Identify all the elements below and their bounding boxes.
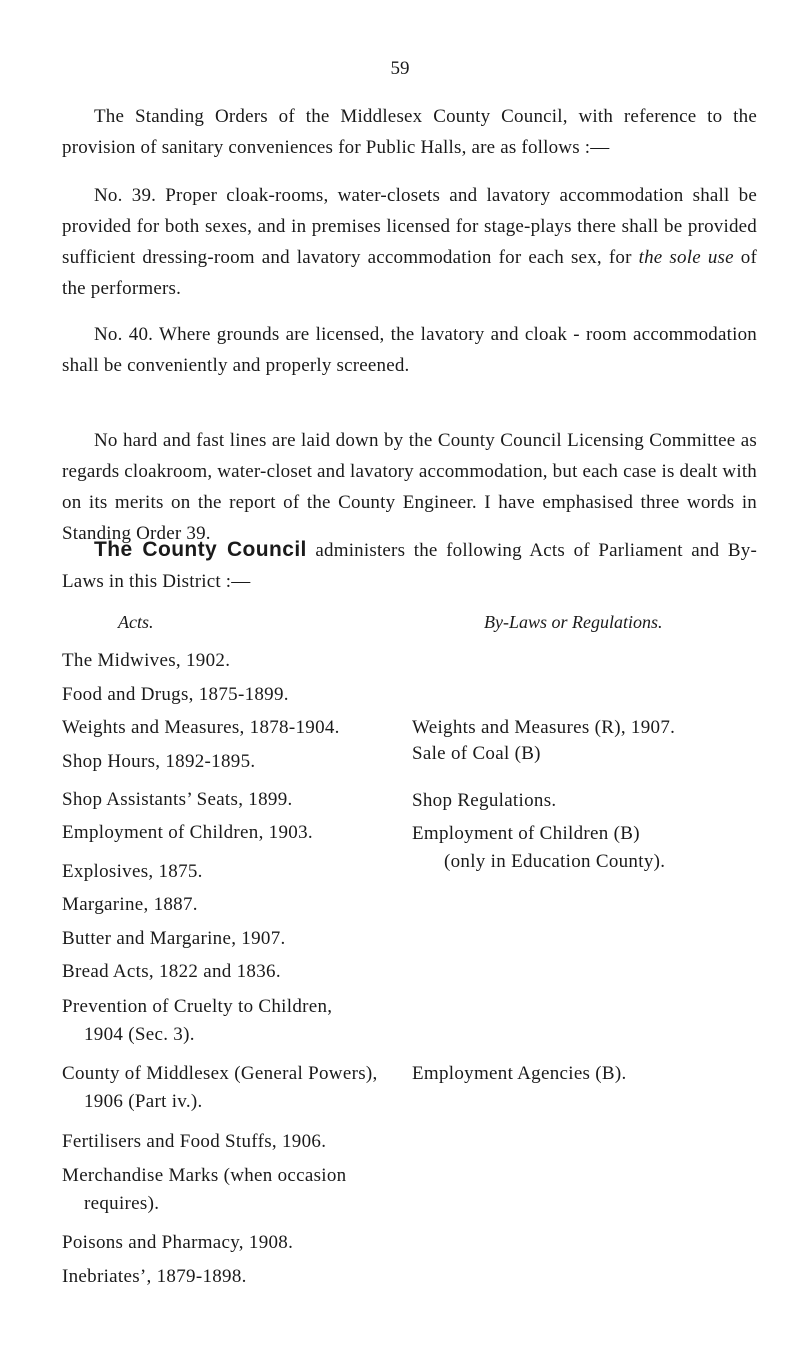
licensing-paragraph: No hard and fast lines are laid down by the County Council Licensing Committee as regards cloakroom, water-closet and lavatory accommodation, but each case is dealt with on its merits on the report of the County Engineer. I have emphasised three words in Standing Order 39. <box>62 430 757 544</box>
bylaw-item <box>412 740 772 768</box>
act-title-continued: requires). <box>84 1193 160 1214</box>
act-item <box>62 1229 392 1257</box>
bylaw-title: Sale of Coal (B) <box>412 743 541 764</box>
order-39-text: No. 39. Proper cloak-rooms, water-closets and lavatory accommodation shall be provided for both sexes, and in premises licensed for stage-plays there shall be provided sufficient dressing-room and lavatory accommodation for each sex, for <box>62 185 757 268</box>
act-title: Merchandise Marks (when occasion <box>62 1165 347 1186</box>
act-item <box>62 681 392 709</box>
act-title: Employment of Children, 1903. <box>62 822 313 843</box>
act-item <box>62 786 392 814</box>
bylaw-item <box>412 714 772 742</box>
act-title: Margarine, 1887. <box>62 894 198 915</box>
bylaw-title: Employment Agencies (B). <box>412 1063 627 1084</box>
act-item <box>62 1060 392 1116</box>
emphasised-words: the sole use <box>638 247 734 268</box>
act-title: Bread Acts, 1822 and 1836. <box>62 961 281 982</box>
bylaws-column-heading: By-Laws or Regulations. <box>484 612 663 632</box>
bylaw-item <box>412 787 772 815</box>
act-item <box>62 819 392 847</box>
act-item <box>62 925 392 953</box>
standing-order-39 <box>62 180 757 304</box>
act-title: Prevention of Cruelty to Children, <box>62 996 333 1017</box>
act-item <box>62 993 392 1049</box>
act-item <box>62 714 392 742</box>
standing-order-40: No. 40. Where grounds are licensed, the lavatory and cloak - room accommodation shall be conveniently and properly screened. <box>62 324 757 376</box>
act-title: Fertilisers and Food Stuffs, 1906. <box>62 1131 327 1152</box>
act-item <box>62 748 392 776</box>
bylaw-title-continued: (only in Education County). <box>444 851 666 872</box>
act-title: Inebriates’, 1879-1898. <box>62 1266 247 1287</box>
acts-column-heading: Acts. <box>118 612 154 632</box>
act-title: Explosives, 1875. <box>62 861 203 882</box>
act-title: County of Middlesex (General Powers), <box>62 1063 378 1084</box>
order-39-tail: of the performers. <box>62 247 757 299</box>
act-title: Shop Assistants’ Seats, 1899. <box>62 789 293 810</box>
act-item <box>62 1162 392 1218</box>
act-item <box>62 891 392 919</box>
act-title: Weights and Measures, 1878-1904. <box>62 717 340 738</box>
act-title: The Midwives, 1902. <box>62 650 231 671</box>
act-item <box>62 958 392 986</box>
act-item <box>62 1128 392 1156</box>
act-title: Butter and Margarine, 1907. <box>62 928 286 949</box>
act-title-continued: 1904 (Sec. 3). <box>84 1024 195 1045</box>
intro-paragraph: The Standing Orders of the Middlesex County Council, with reference to the provision of sanitary conveniences for Public Halls, are as follows :— <box>62 106 757 158</box>
acts-intro-text: administers the following Acts of Parliament and By-Laws in this District :— <box>62 540 757 592</box>
bylaw-title: Weights and Measures (R), 1907. <box>412 717 676 738</box>
act-title: Food and Drugs, 1875-1899. <box>62 684 289 705</box>
bylaw-title: Employment of Children (B) <box>412 823 640 844</box>
act-item <box>62 1263 392 1291</box>
act-item <box>62 858 392 886</box>
bylaw-title: Shop Regulations. <box>412 790 557 811</box>
act-title: Shop Hours, 1892-1895. <box>62 751 256 772</box>
acts-intro-paragraph <box>62 534 757 597</box>
act-item <box>62 647 392 675</box>
county-council-heading: The County Council <box>94 538 307 561</box>
act-title-continued: 1906 (Part iv.). <box>84 1091 203 1112</box>
page-number: 59 <box>390 58 410 79</box>
bylaw-item <box>412 820 772 876</box>
bylaw-item <box>412 1060 772 1088</box>
act-title: Poisons and Pharmacy, 1908. <box>62 1232 294 1253</box>
